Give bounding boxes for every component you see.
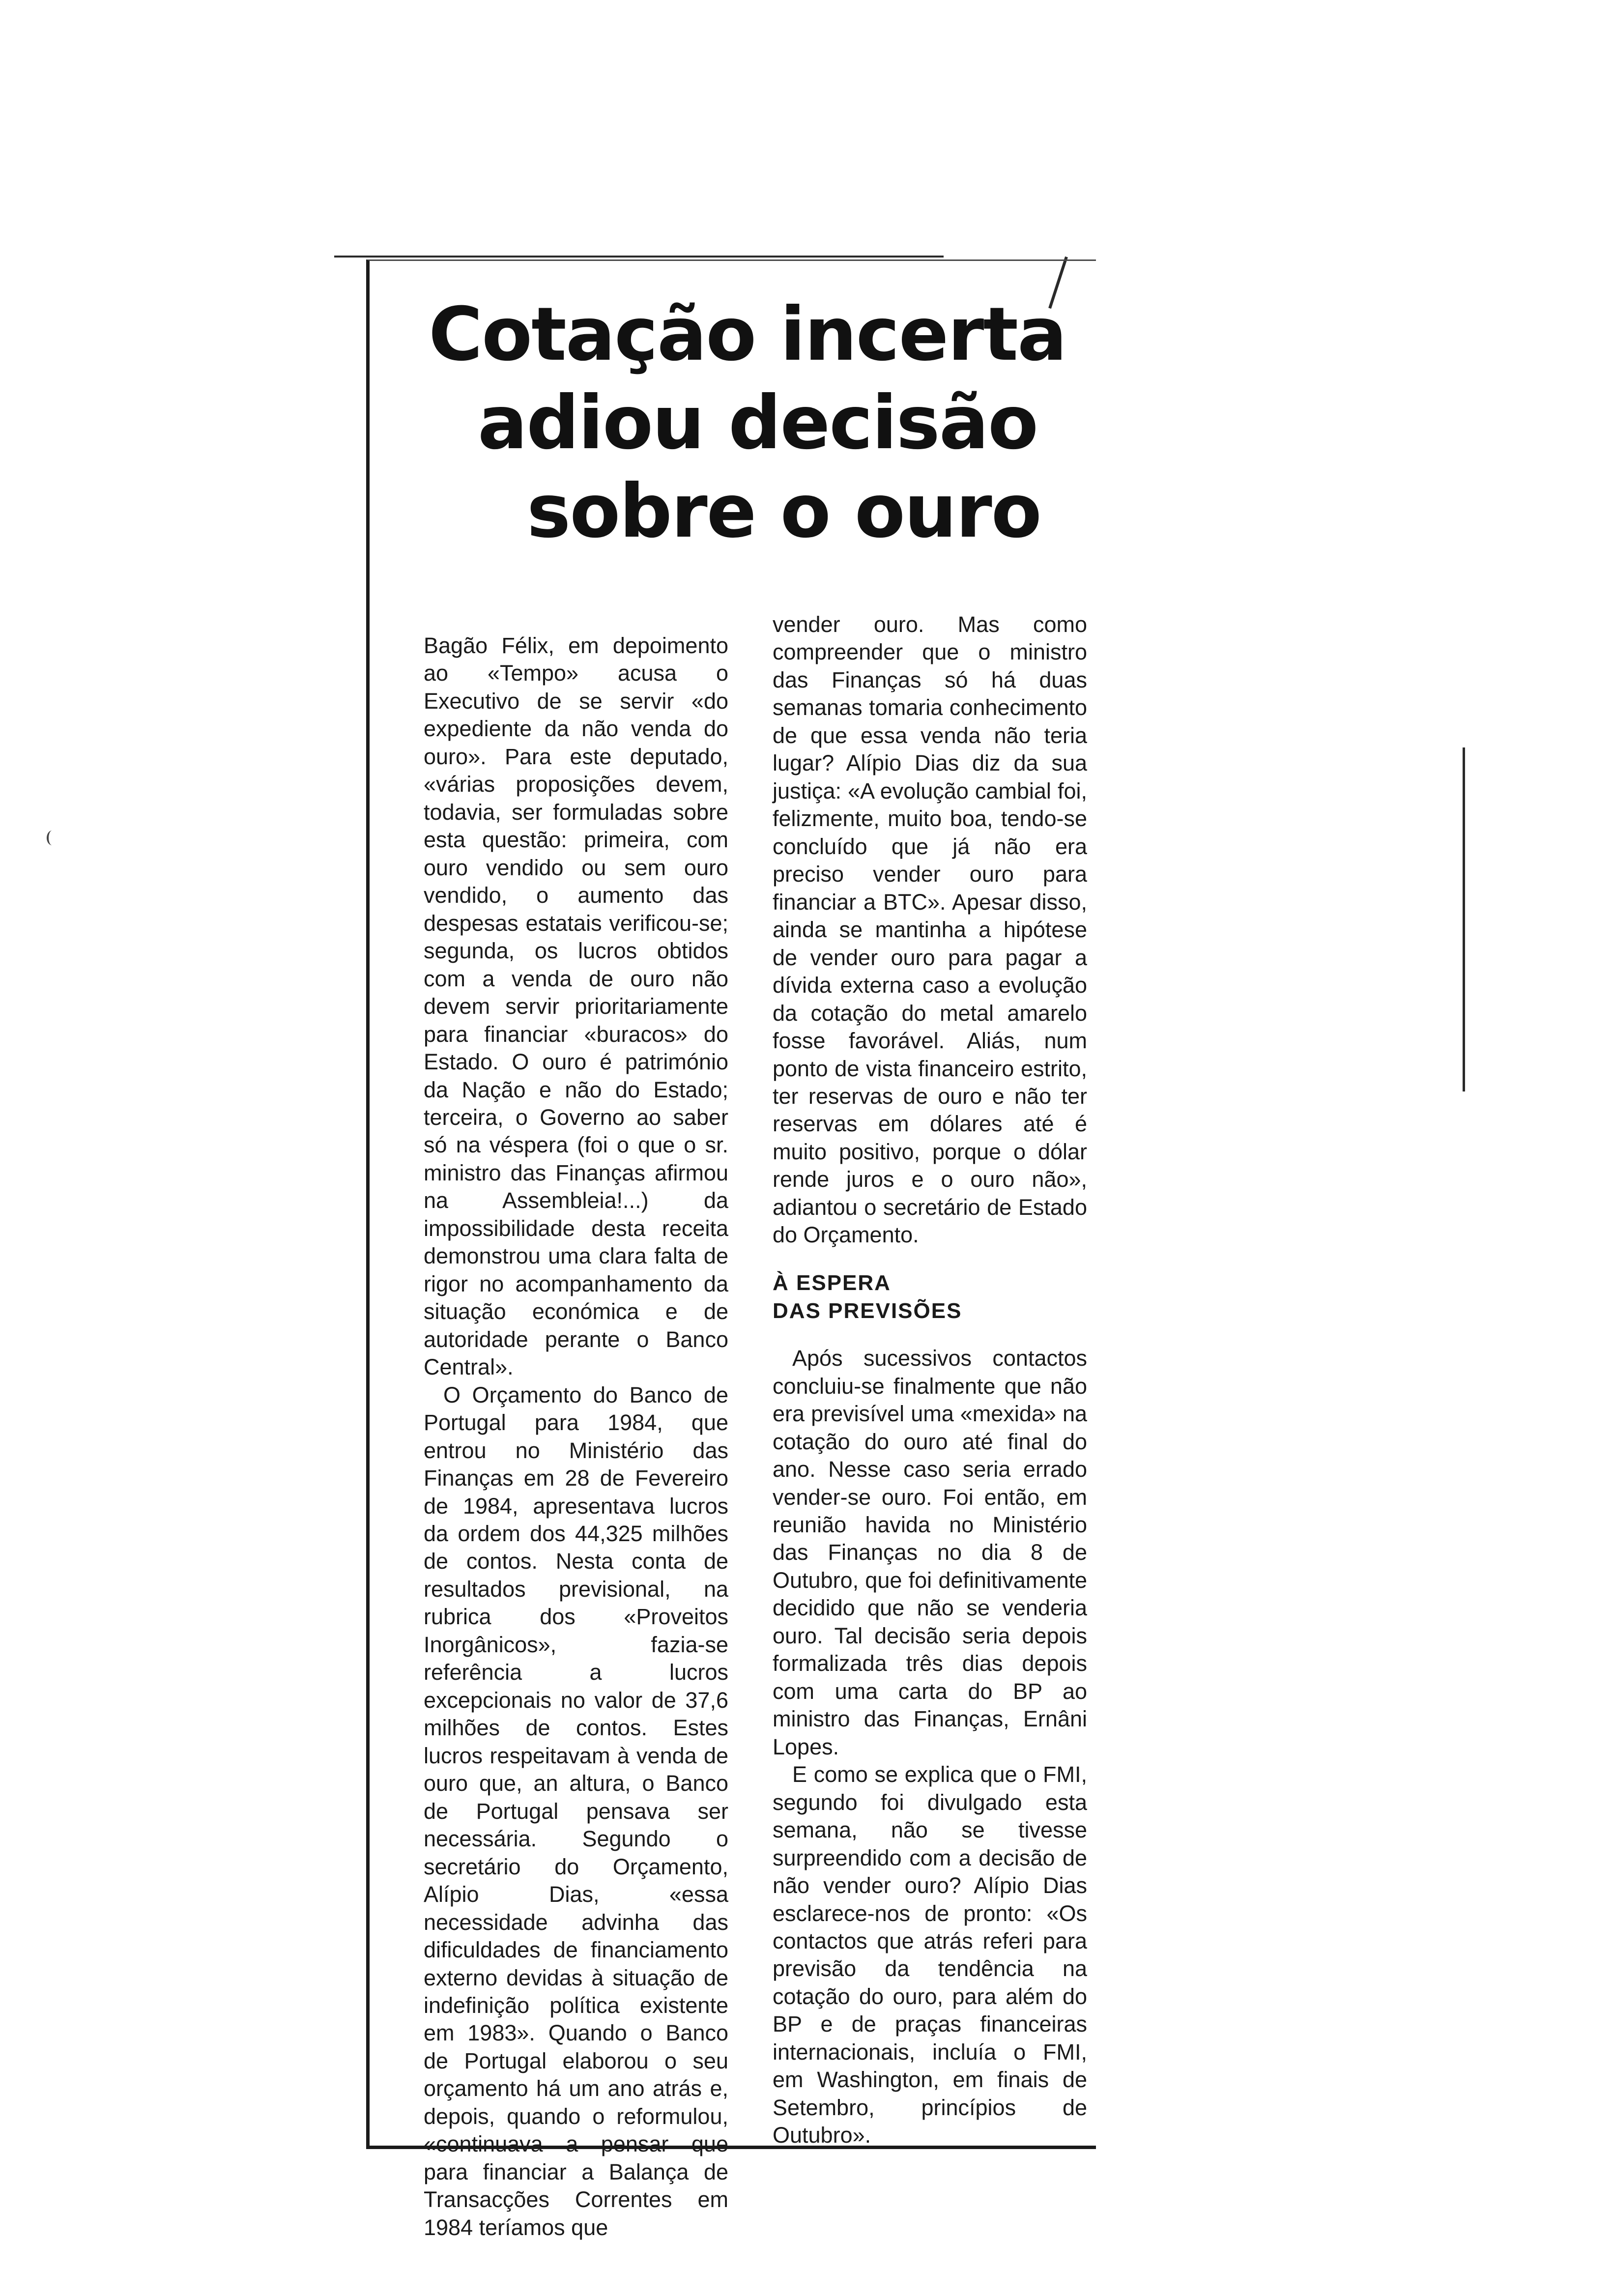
subheading [773, 1269, 1087, 1325]
margin-mark [47, 831, 58, 845]
paragraph: E como se explica que o FMI, segundo foi divulgado esta semana, não se tivesse surpreendido com a decisão de não vender ouro? Alípio Dias esclarece-nos de pronto: «Os contactos que atrás referi para previsão da tendência na cotação do ouro, para além do BP e de praças financeiras internacionais, incluía o FMI, em Washington, em finais de Setembro, princípios de Outubro». [773, 1762, 1087, 2148]
newspaper-clipping [366, 259, 1096, 2240]
paragraph: O Orçamento do Banco de Portugal para 1984, que entrou no Ministério das Finanças em 28 de Fevereiro de 1984, apresentava lucros da ordem dos 44,325 milhões de contos. Nesta conta de resultados previsional, na rubrica dos «Proveitos Inorgânicos», fazia-se referência a lucros excepcionais no valor de 37,6 milhões de contos. Estes lucros respeitavam à venda de ouro que, an altura, o Banco de Portugal pensava ser necessária. Segundo o secretário do Orçamento, Alípio Dias, «essa necessidade advinha das dificuldades de financiamento externo devidas à situação de indefinição política existente em 1983». Quando o Banco de Portugal elaborou o seu orçamento há um ano atrás e, depois, quando o reformulou, «continuava a pensar que para financiar a Balança de Transacções Correntes em 1984 teríamos que [424, 1382, 728, 2240]
right-column [773, 611, 1087, 2150]
headline [429, 290, 1066, 556]
paragraph: Bagão Félix, em depoimento ao «Tempo» acusa o Executivo de se servir «do expediente da não venda do ouro». Para este deputado, «várias proposições devem, todavia, ser formuladas sobre esta questão: primeira, com ouro vendido ou sem ouro vendido, o aumento das despesas estatais verificou-se; segunda, os lucros obtidos com a venda de ouro não devem servir prioritariamente para financiar «buracos» do Estado. O ouro é património da Nação e não do Estado; terceira, o Governo ao saber só na véspera (foi o que o sr. ministro das Finanças afirmou na Assembleia!...) da impossibilidade desta receita demonstrou uma clara falta de rigor no acompanhamento da situação económica e de autoridade perante o Banco Central». [424, 633, 728, 1380]
top-scan-line [334, 256, 944, 258]
headline-line-3: sobre o ouro [527, 469, 1041, 554]
subheading-line-2: DAS PREVISÕES [773, 1298, 962, 1323]
subheading-line-1: À ESPERA [773, 1270, 891, 1295]
paragraph: vender ouro. Mas como compreender que o ministro das Finanças só há duas semanas tomaria conhecimento de que essa venda não teria lugar? Alípio Dias diz da sua justiça: «A evolução cambial foi, felizmente, muito boa, tendo-se concluído que já não era preciso vender ouro para financiar a BTC». Apesar disso, ainda se mantinha a hipótese de vender ouro para pagar a dívida externa caso a evolução da cotação do metal amarelo fosse favorável. Aliás, num ponto de vista financeiro estrito, ter reservas de ouro e não ter reservas em dólares até é muito positivo, porque o dólar rende juros e o ouro não», adiantou o secretário de Estado do Orçamento. [773, 612, 1087, 1248]
column-rule [1463, 747, 1465, 1091]
paragraph: Após sucessivos contactos concluiu-se finalmente que não era previsível uma «mexida» na cotação do ouro até final do ano. Nesse caso seria errado vender-se ouro. Foi então, em reunião havida no Ministério das Finanças no dia 8 de Outubro, que foi definitivamente decidido que não se venderia ouro. Tal decisão seria depois formalizada três dias depois com uma carta do BP ao ministro das Finanças, Ernâni Lopes. [773, 1346, 1087, 1759]
left-column [424, 632, 728, 2241]
headline-line-1: Cotação incerta [429, 292, 1066, 377]
headline-line-2: adiou decisão [478, 380, 1038, 466]
